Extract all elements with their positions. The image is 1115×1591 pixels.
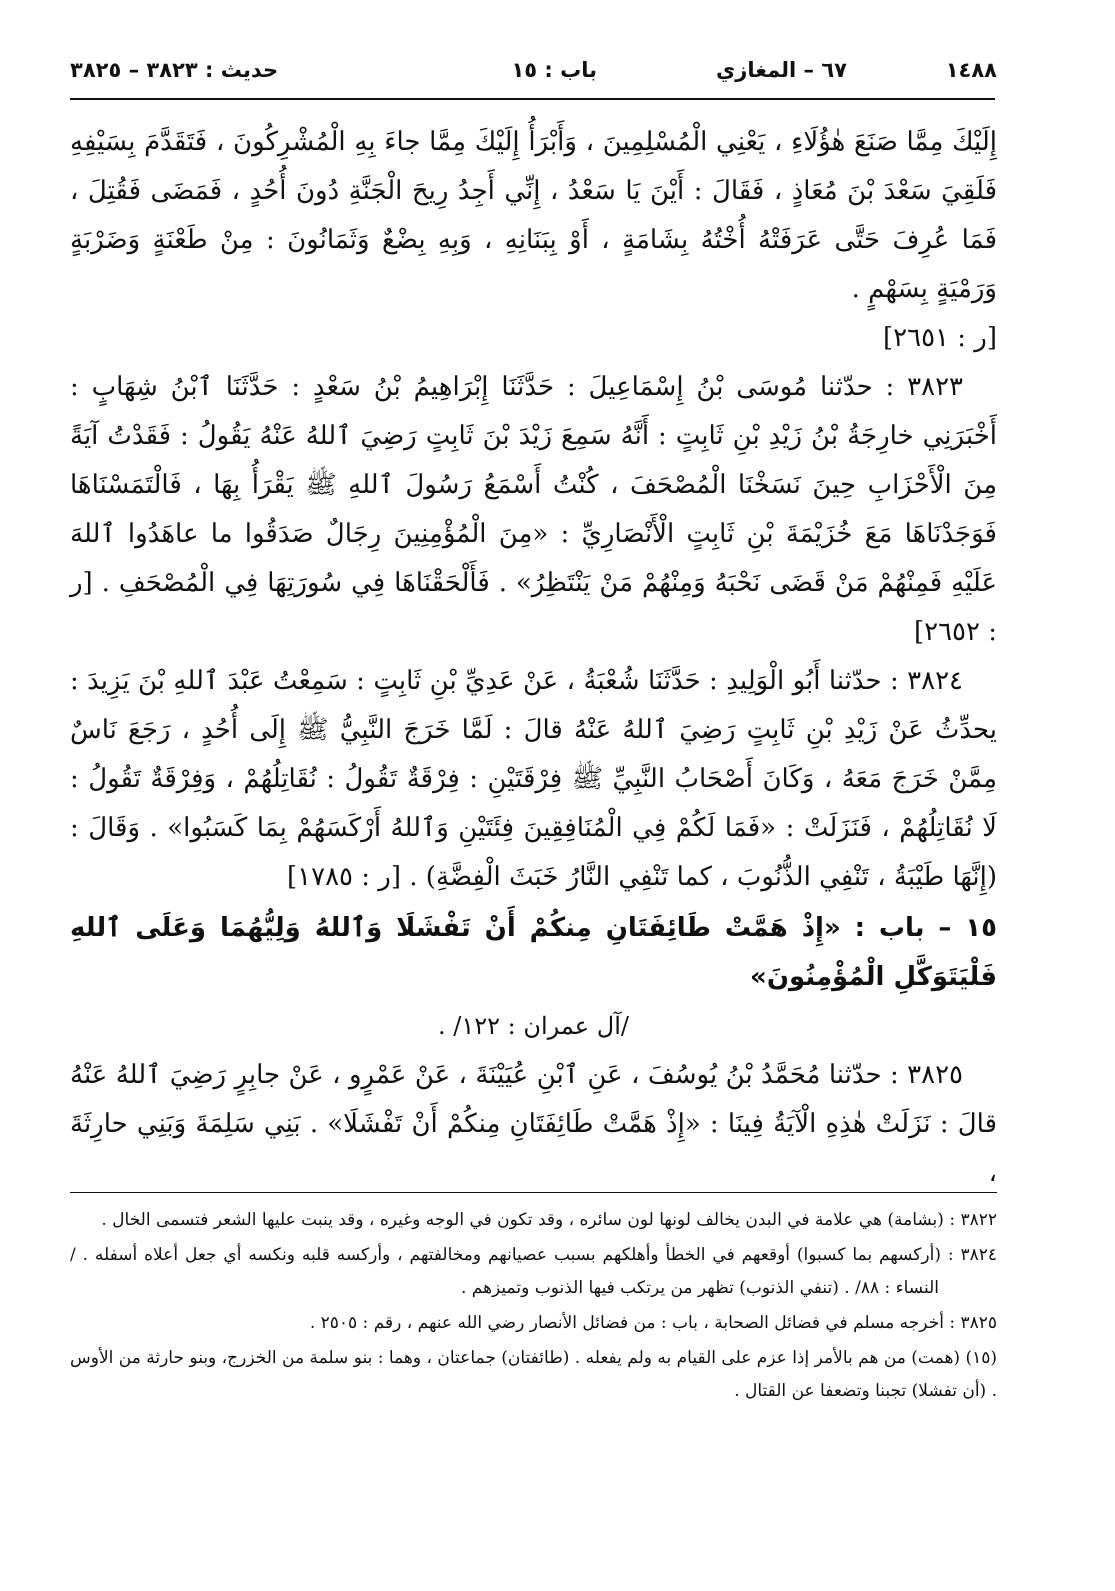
chapter-name: ٦٧ – المغازي bbox=[716, 58, 847, 82]
bab-number: باب : ١٥ bbox=[511, 58, 597, 82]
footnote-bab-15: (١٥) (همت) من هم بالأمر إذا عزم على القيام به ولم يفعله . (طائفتان) جماعتان ، وهما : بنو سلمة من الخزرج، وبنو حارثة من الأوس . (أن تفشلا) تجبنا وتضعفا عن القتال . bbox=[70, 1348, 997, 1401]
chapter-verse-reference: /آل عمران : ١٢٢/ . bbox=[438, 1012, 629, 1040]
paragraph-continuation: إِلَيْكَ مِمَّا صَنَعَ هٰؤُلَاءِ ، يَعْنِي الْمُسْلِمِينَ ، وَأَبْرَأُ إِلَيْكَ مِمَّا جاءَ بِهِ الْمُشْرِكُونَ ، فَتَقَدَّمَ بِسَيْفِهِ فَلَقِيَ سَعْدَ بْنَ مُعَاذٍ ، فَقَالَ : أَيْنَ يَا سَعْدُ ، إِنِّي أَجِدُ رِيحَ الْجَنَّةِ دُونَ أُحُدٍ ، فَمَضَى فَقُتِلَ ، فَمَا عُرِفَ حَتَّى عَرَفَتْهُ أُخْتُهُ بِشَامَةٍ ، أَوْ بِبَنَانِهِ ، وَبِهِ بِضْعٌ وَثَمَانُونَ : مِنْ طَعْنَةٍ وَضَرْبَةٍ وَرَمْيَةٍ بِسَهْمٍ . bbox=[70, 127, 997, 304]
main-text bbox=[70, 118, 997, 1198]
hadith-3824: ٣٨٢٤ : حدّثنا أَبُو الْوَلِيدِ : حَدَّثَنَا شُعْبَةُ ، عَنْ عَدِيِّ بْنِ ثَابِتٍ : سَمِعْتُ عَبْدَ ٱللهِ بْنَ يَزِيدَ : يحدِّثُ عَنْ زَيْدِ بْنِ ثَابِتٍ رَضِيَ ٱللهُ عَنْهُ قالَ : لَمَّا خَرَجَ النَّبِيُّ ﷺ إِلَى أُحُدٍ ، رَجَعَ نَاسٌ مِمَّنْ خَرَجَ مَعَهُ ، وَكَانَ أَصْحَابُ النَّبِيِّ ﷺ فِرْقَتَيْنِ : فِرْقَةٌ تَقُولُ : نُقَاتِلُهُمْ ، وَفِرْقَةٌ تَقُولُ : لَا نُقَاتِلُهُمْ ، فَنَزَلَتْ : «فَمَا لَكُمْ فِي الْمُنَافِقِينَ فِئَتَيْنِ وَٱللهُ أَرْكَسَهُمْ بِمَا كَسَبُوا» . وَقَالَ : (إِنَّهَا طَيْبَةُ ، تَنْفِي الذُّنُوبَ ، كما تَنْفِي النَّارُ خَبَثَ الْفِضَّةِ) . [ر : ١٧٨٥] bbox=[70, 666, 997, 892]
running-header bbox=[70, 52, 997, 92]
header-rule bbox=[70, 98, 995, 100]
chapter-heading: ١٥ – باب : «إِذْ هَمَّتْ طَائِفَتَانِ مِنكُمْ أَنْ تَفْشَلَا وَٱللهُ وَلِيُّهُمَا وَعَلَى ٱللهِ فَلْيَتَوَكَّلِ الْمُؤْمِنُونَ» bbox=[70, 913, 997, 992]
footnotes bbox=[70, 1204, 997, 1410]
hadith-range: حديث : ٣٨٢٣ – ٣٨٢٥ bbox=[70, 58, 279, 82]
hadith-3823: ٣٨٢٣ : حدّثنا مُوسَى بْنُ إِسْمَاعِيلَ : حَدَّثَنَا إِبْرَاهِيمُ بْنُ سَعْدٍ : حَدَّثَنَا ٱبْنُ شِهَابٍ : أَخْبَرَنِي خارِجَةُ بْنُ زَيْدِ بْنِ ثَابِتٍ : أَنَّهُ سَمِعَ زَيْدَ بْنَ ثَابِتٍ رَضِيَ ٱللهُ عَنْهُ يَقُولُ : فَقَدْتُ آيَةً مِنَ الْأَحْزَابِ حِينَ نَسَخْنَا الْمُصْحَفَ ، كُنْتُ أَسْمَعُ رَسُولَ ٱللهِ ﷺ يَقْرَأُ بِهَا ، فَالْتَمَسْنَاهَا فَوَجَدْنَاهَا مَعَ خُزَيْمَةَ بْنِ ثَابِتٍ الْأَنْصَارِيِّ : «مِنَ الْمُؤْمِنِينَ رِجَالٌ صَدَقُوا ما عاهَدُوا ٱللهَ عَلَيْهِ فَمِنْهُمْ مَنْ قَضَى نَحْبَهُ وَمِنْهُمْ مَنْ يَنْتَظِرُ» . فَأَلْحَقْنَاهَا فِي سُورَتِهَا فِي الْمُصْحَفِ . [ر : ٢٦٥٢] bbox=[70, 372, 997, 647]
footnote-3824: ٣٨٢٤ : (أركسهم بما كسبوا) أوقعهم في الخطأ وأهلكهم بسبب عصيانهم ومخالفتهم ، وأركسه قلبه ونكسه أي جعل أعلاه أسفله . /النساء : ٨٨/ . (تنفي الذنوب) تظهر من يرتكب فيها الذنوب وتميزهم . bbox=[70, 1245, 997, 1298]
footnote-3825: ٣٨٢٥ : أخرجه مسلم في فضائل الصحابة ، باب : من فضائل الأنصار رضي الله عنهم ، رقم : ٢٥٠٥ . bbox=[309, 1313, 997, 1333]
page-number: ١٤٨٨ bbox=[945, 58, 997, 82]
footnote-3822: ٣٨٢٢ : (بشامة) هي علامة في البدن يخالف لونها لون سائره ، وقد تكون في الوجه وغيره ، وقد ينبت عليها الشعر فتسمى الخال . bbox=[101, 1210, 997, 1230]
reference: [ر : ٢٦٥١] bbox=[882, 323, 997, 353]
footnote-rule bbox=[70, 1192, 997, 1193]
hadith-3825: ٣٨٢٥ : حدّثنا مُحَمَّدُ بْنُ يُوسُفَ ، عَنِ ٱبْنِ عُيَيْنَةَ ، عَنْ عَمْرٍو ، عَنْ جابِرٍ رَضِيَ ٱللهُ عَنْهُ قالَ : نَزَلَتْ هٰذِهِ الْآيَةُ فِينَا : «إِذْ هَمَّتْ طَائِفَتَانِ مِنكُمْ أَنْ تَفْشَلَا» . بَنِي سَلِمَةَ وَبَنِي حارِثَةَ ، bbox=[70, 1060, 997, 1188]
